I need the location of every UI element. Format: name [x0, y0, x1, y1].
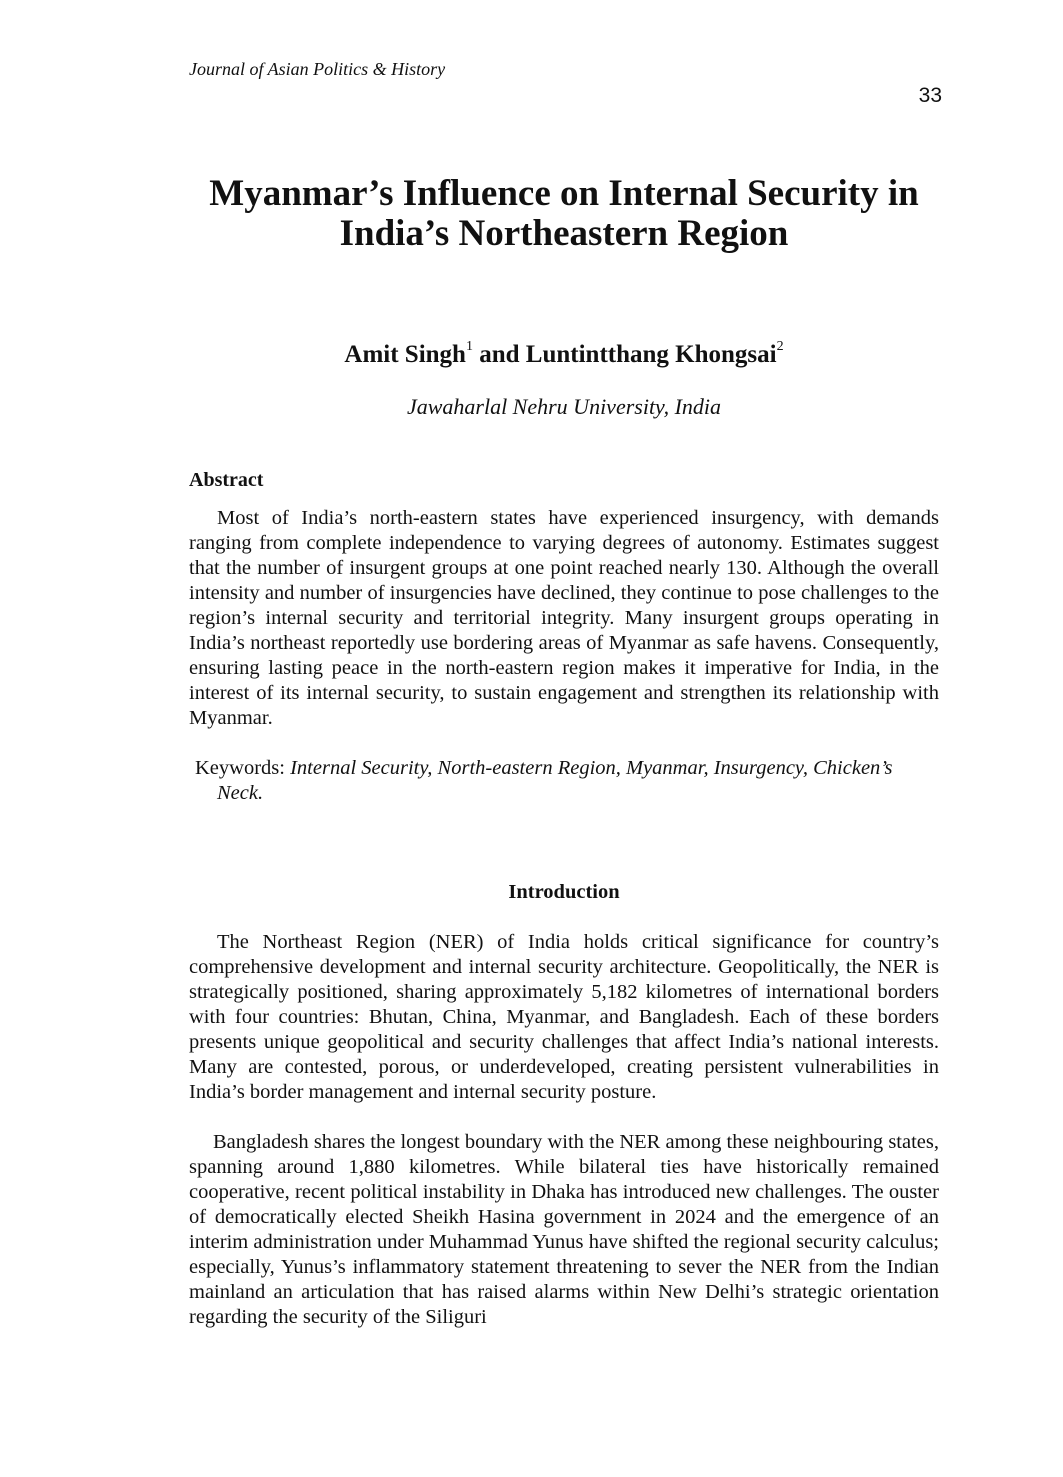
- section-heading-introduction: Introduction: [508, 881, 620, 903]
- affiliation-marker: 1: [465, 339, 473, 354]
- author-line: [189, 340, 939, 370]
- running-header: Journal of Asian Politics & History: [189, 59, 446, 79]
- article-title: Myanmar’s Influence on Internal Security in India’s Northeastern Region: [209, 173, 919, 254]
- affiliation: Jawaharlal Nehru University, India: [406, 394, 722, 419]
- abstract-text: Most of India’s north-eastern states have experienced insurgency, with demands ranging from complete independence to varying degrees of autonomy. Estimates suggest that the number of insurgent groups at one point reached nearly 130. Although the overall intensity and number of insurgencies have declined, they continue to pose challenges to the region’s internal security and territorial integrity. Many insurgent groups operating in India’s northeast reportedly use bordering areas of Myanmar as safe havens. Consequently, ensuring lasting peace in the north-eastern region makes it imperative for India, in the interest of its internal security, to sustain engagement and strengthen its relationship with Myanmar.: [189, 507, 939, 729]
- keywords: [195, 756, 917, 806]
- keywords-label: Keywords:: [195, 757, 285, 779]
- affiliation-marker: 2: [776, 339, 784, 354]
- abstract-heading: Abstract: [189, 469, 264, 491]
- page-number: 33: [918, 84, 942, 107]
- author-joiner: and: [472, 341, 526, 368]
- author-name: Amit Singh: [344, 341, 466, 368]
- author-name: Luntintthang Khongsai: [525, 341, 777, 368]
- keywords-values: Internal Security, North-eastern Region, Myanmar, Insurgency, Chicken’s Neck.: [217, 757, 893, 804]
- body-paragraph: Bangladesh shares the longest boundary with the NER among these neighbouring states, spanning around 1,880 kilometres. While bilateral ties have historically remained cooperative, recent political instability in Dhaka has introduced new challenges. The ouster of democratically elected Sheikh Hasina government in 2024 and the emergence of an interim administration under Muhammad Yunus have shifted the regional security calculus; especially, Yunus’s inflammatory statement threatening to sever the NER from the Indian mainland an articulation that has raised alarms within New Delhi’s strategic orientation regarding the security of the Siliguri: [189, 1131, 939, 1328]
- body-paragraph: The Northeast Region (NER) of India holds critical significance for country’s comprehensive development and internal security architecture. Geopolitically, the NER is strategically positioned, sharing approximately 5,182 kilometres of international borders with four countries: Bhutan, China, Myanmar, and Bangladesh. Each of these borders presents unique geopolitical and security challenges that affect India’s national interests. Many are contested, porous, or underdeveloped, creating persistent vulnerabilities in India’s border management and internal security posture.: [189, 931, 939, 1103]
